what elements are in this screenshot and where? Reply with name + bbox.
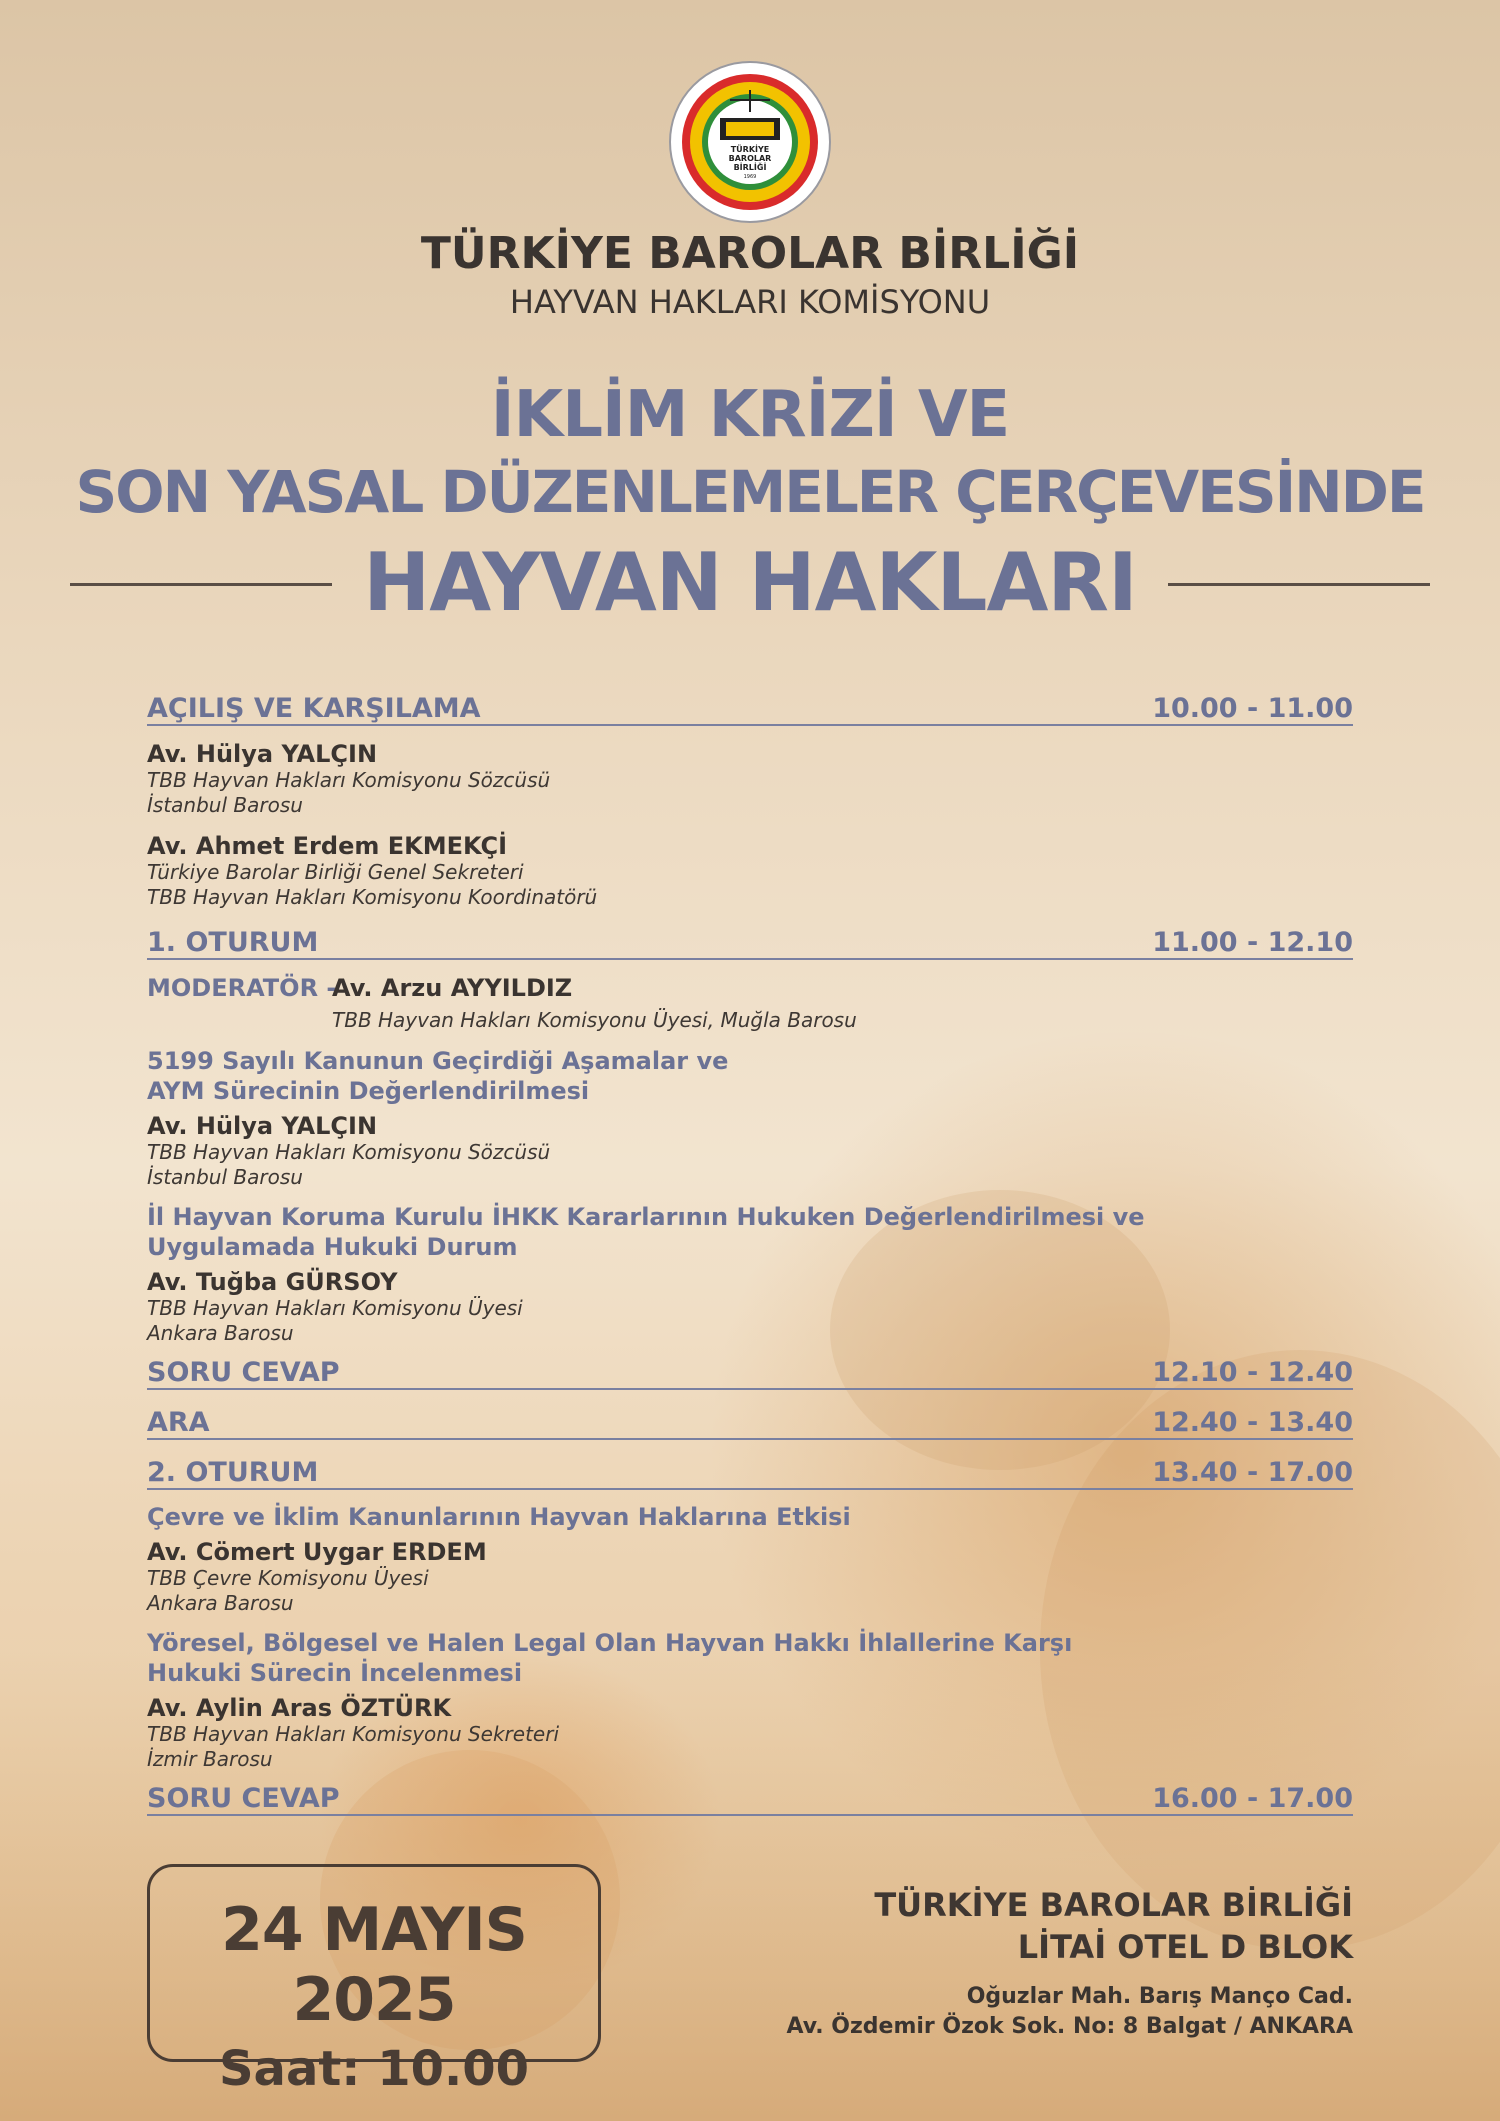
- event-date: 24 MAYIS 2025: [221, 1895, 527, 2035]
- speaker: [147, 1538, 1353, 1616]
- speaker-bar: İstanbul Barosu: [147, 1165, 303, 1189]
- moderator: [147, 974, 1353, 1034]
- divider-right: [1168, 583, 1430, 586]
- commission-name: HAYVAN HAKLARI KOMİSYONU: [509, 283, 991, 321]
- section-label: SORU CEVAP: [147, 1783, 340, 1814]
- speaker-bar: Ankara Barosu: [147, 1321, 294, 1345]
- section-label: 2. OTURUM: [147, 1457, 319, 1488]
- speaker-name: Av. Ahmet Erdem EKMEKÇİ: [147, 832, 508, 860]
- venue-address-2: Av. Özdemir Özok Sok. No: 8 Balgat / ANKARA: [786, 2014, 1353, 2039]
- section-opening-header: [147, 684, 1353, 726]
- section-label: ARA: [147, 1407, 210, 1438]
- svg-text:TÜRKİYE: TÜRKİYE: [730, 145, 770, 154]
- speaker-role: TBB Hayvan Hakları Komisyonu Sekreteri: [147, 1722, 560, 1746]
- speaker: [147, 1694, 1353, 1772]
- title-line-1: İKLİM KRİZİ VE: [490, 378, 1010, 452]
- section-qa1-header: [147, 1348, 1353, 1390]
- venue-address-1: Oğuzlar Mah. Barış Manço Cad.: [966, 1984, 1353, 2009]
- section-time: 12.10 - 12.40: [1152, 1357, 1353, 1388]
- speaker-bar: Ankara Barosu: [147, 1591, 294, 1615]
- talk-title-line: Hukuki Sürecin İncelenmesi: [147, 1659, 523, 1687]
- venue-line-2: LİTAİ OTEL D BLOK: [1017, 1928, 1353, 1966]
- svg-text:BİRLİĞİ: BİRLİĞİ: [733, 163, 767, 172]
- venue-line-1: TÜRKİYE BAROLAR BİRLİĞİ: [874, 1886, 1353, 1924]
- moderator-name: Av. Arzu AYYILDIZ: [332, 974, 573, 1002]
- title-line-2: SON YASAL DÜZENLEMELER ÇERÇEVESİNDE: [75, 458, 1425, 526]
- speaker-role: TBB Hayvan Hakları Komisyonu Sözcüsü: [147, 768, 551, 792]
- section-time: 12.40 - 13.40: [1152, 1407, 1353, 1438]
- speaker-role: TBB Hayvan Hakları Komisyonu Üyesi: [147, 1296, 523, 1320]
- svg-text:1969: 1969: [743, 174, 757, 180]
- speaker: [147, 740, 1353, 818]
- speaker: [147, 832, 1353, 910]
- speaker-name: Av. Tuğba GÜRSOY: [147, 1268, 398, 1296]
- talk-title-line: İl Hayvan Koruma Kurulu İHKK Kararlarının Hukuken Değerlendirilmesi ve: [147, 1203, 1145, 1231]
- talk-title-line: Yöresel, Bölgesel ve Halen Legal Olan Hayvan Hakkı İhlallerine Karşı: [147, 1629, 1073, 1657]
- program-schedule: [147, 684, 1353, 1816]
- section-label: SORU CEVAP: [147, 1357, 340, 1388]
- title-line-3-row: [70, 538, 1430, 628]
- speaker-name: Av. Cömert Uygar ERDEM: [147, 1538, 487, 1566]
- venue-info: [786, 1884, 1353, 2042]
- speaker-role: Türkiye Barolar Birliği Genel Sekreteri: [147, 860, 524, 884]
- section-time: 13.40 - 17.00: [1152, 1457, 1353, 1488]
- speaker-name: Av. Hülya YALÇIN: [147, 740, 378, 768]
- speaker-role: TBB Çevre Komisyonu Üyesi: [147, 1566, 429, 1590]
- tbb-seal-logo-icon: [668, 60, 832, 224]
- svg-text:BAROLAR: BAROLAR: [728, 154, 772, 163]
- event-date-box: [147, 1864, 601, 2097]
- speaker-role: TBB Hayvan Hakları Komisyonu Sözcüsü: [147, 1140, 551, 1164]
- section-time: 16.00 - 17.00: [1152, 1783, 1353, 1814]
- section-session2-header: [147, 1448, 1353, 1490]
- event-hour: Saat: 10.00: [218, 2041, 530, 2097]
- section-qa2-header: [147, 1774, 1353, 1816]
- speaker-role-2: TBB Hayvan Hakları Komisyonu Koordinatörü: [147, 885, 598, 909]
- moderator-label: MODERATÖR -: [147, 974, 337, 1002]
- moderator-role: TBB Hayvan Hakları Komisyonu Üyesi, Muğla Barosu: [332, 1008, 857, 1032]
- talk-title-line: 5199 Sayılı Kanunun Geçirdiği Aşamalar ve: [147, 1047, 729, 1075]
- talk-title-line: Çevre ve İklim Kanunlarının Hayvan Haklarına Etkisi: [147, 1503, 851, 1531]
- talk-title: [147, 1628, 1353, 1688]
- speaker-name: Av. Aylin Aras ÖZTÜRK: [147, 1694, 452, 1722]
- talk-title: [147, 1046, 1353, 1106]
- talk-title-line: Uygulamada Hukuki Durum: [147, 1233, 518, 1261]
- section-label: AÇILIŞ VE KARŞILAMA: [147, 693, 481, 724]
- speaker: [147, 1268, 1353, 1346]
- talk-title: [147, 1202, 1353, 1262]
- section-time: 10.00 - 11.00: [1152, 693, 1353, 724]
- talk-title-line: AYM Sürecinin Değerlendirilmesi: [147, 1077, 590, 1105]
- org-name: TÜRKİYE BAROLAR BİRLİĞİ: [420, 228, 1080, 279]
- speaker-bar: İzmir Barosu: [147, 1747, 273, 1771]
- section-session1-header: [147, 918, 1353, 960]
- talk-title: [147, 1502, 1353, 1532]
- speaker-name: Av. Hülya YALÇIN: [147, 1112, 378, 1140]
- section-time: 11.00 - 12.10: [1152, 927, 1353, 958]
- section-break-header: [147, 1398, 1353, 1440]
- title-line-3: HAYVAN HAKLARI: [363, 536, 1137, 629]
- speaker: [147, 1112, 1353, 1190]
- section-label: 1. OTURUM: [147, 927, 319, 958]
- speaker-bar: İstanbul Barosu: [147, 793, 303, 817]
